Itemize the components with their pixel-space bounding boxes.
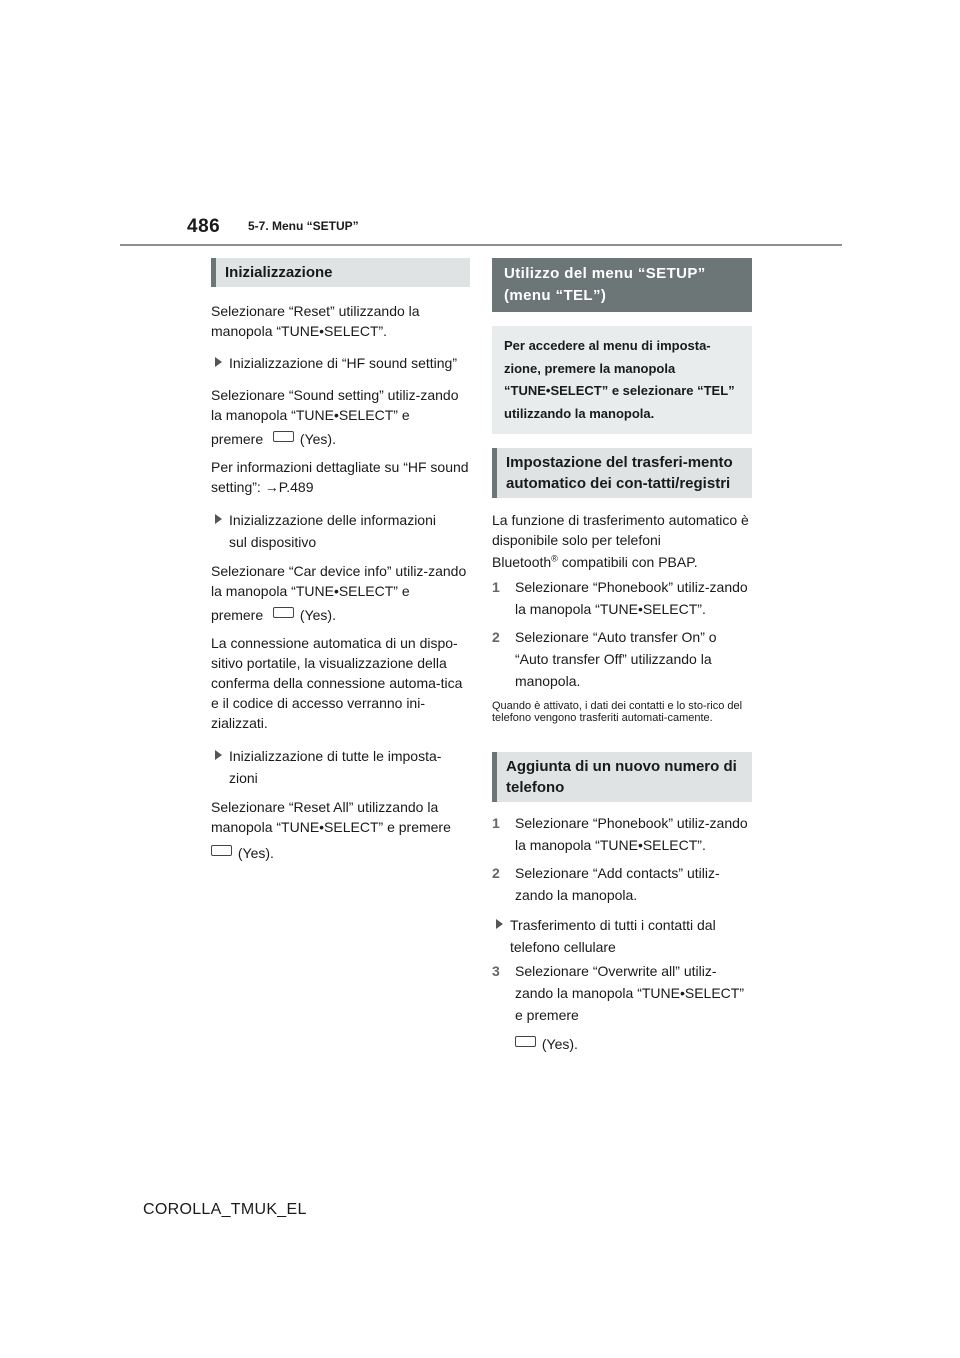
button-key-icon — [273, 431, 294, 442]
paragraph-text: (Yes). — [541, 1036, 578, 1052]
step-number: 1 — [492, 579, 500, 595]
bullet-text: sul dispositivo — [229, 534, 317, 550]
step-item — [492, 576, 752, 620]
section-title: 5-7. Menu “SETUP” — [248, 219, 359, 233]
paragraph-text: Bluetooth — [492, 554, 552, 570]
paragraph: La connessione automatica di un dispo-sitivo portatile, la visualizzazione della conferma della connessione automa-tica e il codice di accesso verranno ini-zializzati. — [211, 635, 463, 731]
page-number: 486 — [187, 216, 221, 237]
button-key-icon — [211, 845, 232, 856]
bullet-item — [492, 914, 752, 958]
heading-setup-menu: Utilizzo del menu “SETUP” (menu “TEL”) — [492, 258, 752, 312]
bullet-item — [211, 745, 470, 789]
info-box: Per accedere al menu di imposta-zione, premere la manopola “TUNE•SELECT” e selezionare “TEL” utilizzando la manopola. — [492, 326, 752, 434]
step-number: 3 — [492, 963, 500, 979]
step-number: 1 — [492, 815, 500, 831]
triangle-bullet-icon — [496, 919, 503, 929]
step-number: 2 — [492, 629, 500, 645]
paragraph: Selezionare “Reset” utilizzando la manopola “TUNE•SELECT”. — [211, 303, 420, 339]
bullet-text: telefono cellulare — [510, 939, 616, 955]
step-text: Selezionare “Overwrite all” utiliz-zando la manopola “TUNE•SELECT” e premere — [515, 963, 744, 1023]
step-text: Selezionare “Auto transfer On” o “Auto transfer Off” utilizzando la manopola. — [515, 629, 717, 689]
paragraph — [211, 427, 470, 451]
triangle-bullet-icon — [215, 357, 222, 367]
right-column — [492, 258, 752, 1056]
paragraph — [211, 457, 470, 497]
paragraph-text: premere — [211, 431, 264, 447]
model-code: COROLLA_TMUK_EL — [143, 1201, 307, 1218]
step-number: 2 — [492, 865, 500, 881]
paragraph — [211, 841, 470, 865]
bullet-text: zioni — [229, 770, 258, 786]
bullet-text: Trasferimento di tutti i contatti dal — [510, 917, 716, 933]
left-column — [211, 258, 470, 865]
bullet-text: Inizializzazione di tutte le imposta- — [229, 748, 442, 764]
paragraph-text: premere — [211, 607, 264, 623]
button-key-icon — [273, 607, 294, 618]
heading-inizializzazione: Inizializzazione — [211, 258, 470, 287]
step-text: Selezionare “Phonebook” utiliz-zando la manopola “TUNE•SELECT”. — [515, 815, 748, 853]
paragraph: Selezionare “Reset All” utilizzando la manopola “TUNE•SELECT” e premere — [211, 799, 451, 835]
triangle-bullet-icon — [215, 750, 222, 760]
paragraph-text: (Yes). — [237, 845, 274, 861]
step-item — [492, 812, 752, 856]
paragraph — [492, 1032, 752, 1056]
registered-mark: ® — [551, 553, 558, 564]
paragraph-text: compatibili con PBAP. — [557, 554, 698, 570]
button-key-icon — [515, 1036, 536, 1047]
heading-add-number: Aggiunta di un nuovo numero di telefono — [492, 752, 752, 802]
triangle-bullet-icon — [215, 514, 222, 524]
bullet-text: Inizializzazione delle informazioni — [229, 512, 436, 528]
bullet-item — [211, 509, 470, 553]
paragraph: La funzione di trasferimento automatico è disponibile solo per telefoni — [492, 512, 749, 548]
heading-auto-transfer: Impostazione del trasferi-mento automatico dei con-tatti/registri — [492, 448, 752, 498]
step-item — [492, 960, 752, 1026]
step-text: Selezionare “Phonebook” utiliz-zando la manopola “TUNE•SELECT”. — [515, 579, 748, 617]
paragraph: Selezionare “Sound setting” utiliz-zando la manopola “TUNE•SELECT” e — [211, 387, 459, 423]
step-item — [492, 626, 752, 692]
paragraph — [211, 603, 470, 627]
paragraph: Selezionare “Car device info” utiliz-zando la manopola “TUNE•SELECT” e — [211, 563, 467, 599]
bullet-item — [211, 353, 470, 373]
paragraph-text: (Yes). — [299, 431, 336, 447]
note-text: Quando è attivato, i dati dei contatti e lo sto-rico del telefono vengono trasferiti automati-camente. — [492, 700, 743, 724]
paragraph — [492, 550, 752, 574]
paragraph-text: Per informazioni dettagliate su “HF sound setting”: — [211, 459, 469, 495]
header-divider — [120, 244, 842, 246]
bullet-text: Inizializzazione di “HF sound setting” — [229, 355, 457, 371]
page-reference: →P.489 — [264, 479, 314, 495]
step-text: Selezionare “Add contacts” utiliz-zando la manopola. — [515, 865, 720, 903]
step-item — [492, 862, 752, 906]
paragraph-text: (Yes). — [299, 607, 336, 623]
